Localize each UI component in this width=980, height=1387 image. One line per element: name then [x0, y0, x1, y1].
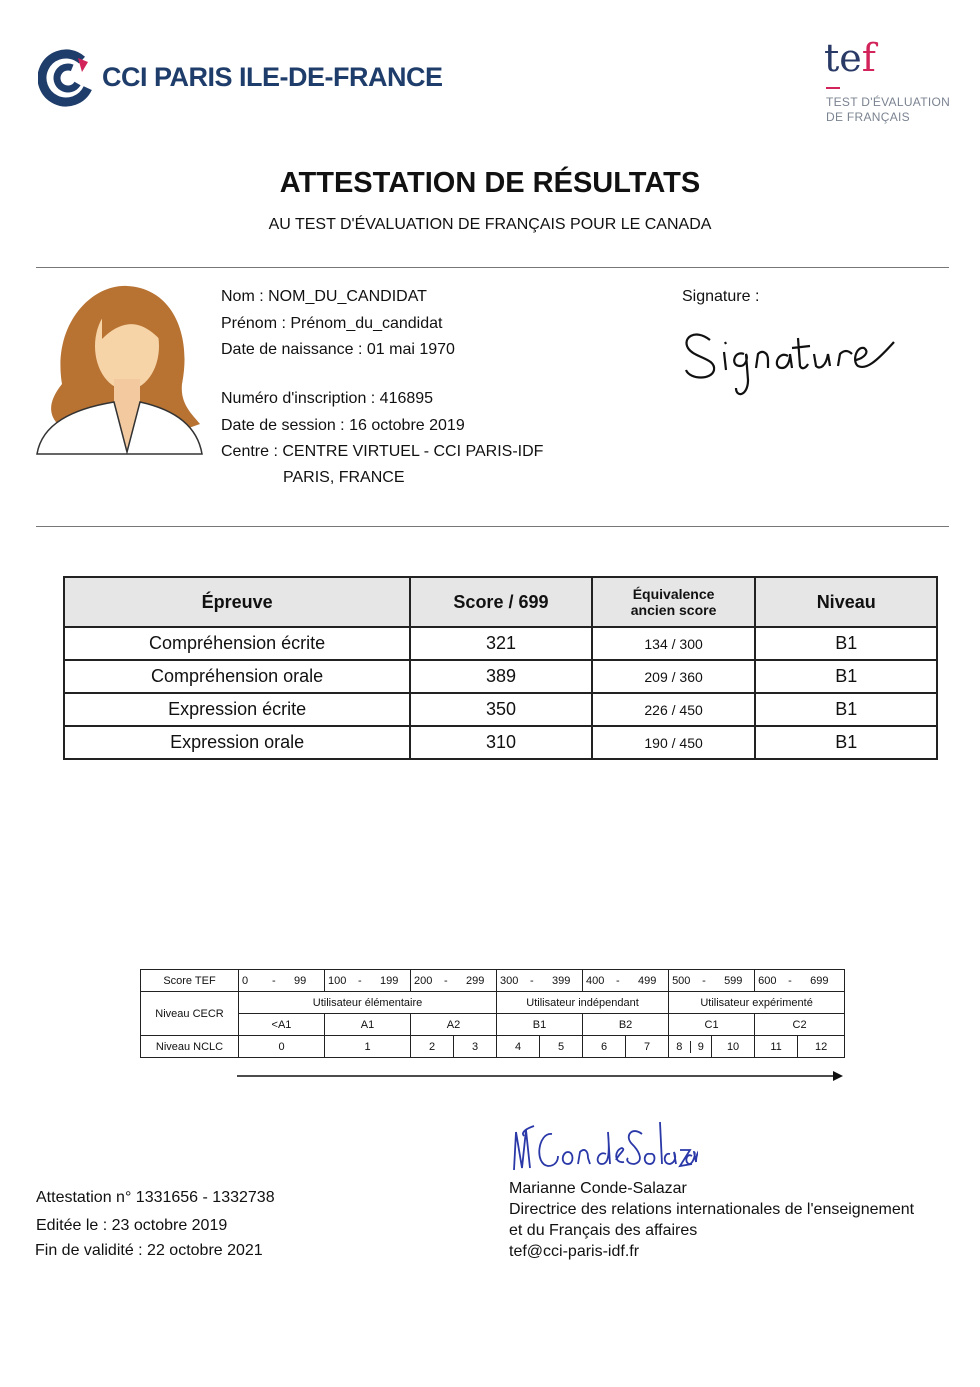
score-range: 0 - 99 [239, 970, 325, 992]
tef-logo: tef [824, 36, 876, 80]
score-range: 200 - 299 [411, 970, 497, 992]
nclc-level: 3 [454, 1036, 497, 1058]
niveau-cell: B1 [755, 627, 937, 660]
nclc-level: 10 [712, 1036, 755, 1058]
cecr-level: B2 [583, 1014, 669, 1036]
document-subtitle: AU TEST D'ÉVALUATION DE FRANÇAIS POUR LE CANADA [268, 216, 712, 233]
signature-label: Signature : [682, 288, 760, 305]
score-tef-label: Score TEF [141, 970, 239, 992]
session-date: Date de session : 16 octobre 2019 [221, 417, 465, 434]
tef-logo-subtitle: TEST D'ÉVALUATION DE FRANÇAIS [826, 95, 951, 124]
nclc-label: Niveau NCLC [141, 1036, 239, 1058]
equivalence-cell: 134 / 300 [592, 627, 756, 660]
score-cell: 310 [410, 726, 592, 759]
equivalence-cell: 209 / 360 [592, 660, 756, 693]
cecr-level: B1 [497, 1014, 583, 1036]
score-range: 100 - 199 [325, 970, 411, 992]
equivalence-cell: 190 / 450 [592, 726, 756, 759]
nclc-level: 11 [755, 1036, 798, 1058]
cecr-label: Niveau CECR [141, 992, 239, 1036]
candidate-registration-number: Numéro d'inscription : 416895 [221, 390, 434, 407]
score-tef-row [141, 970, 845, 992]
epreuve-cell: Compréhension écrite [64, 627, 410, 660]
nclc-level: 6 [583, 1036, 626, 1058]
table-row [64, 693, 937, 726]
results-table [63, 576, 938, 760]
signatory-title-line2: et du Français des affaires [509, 1222, 698, 1239]
score-range: 300 - 399 [497, 970, 583, 992]
issue-date: Editée le : 23 octobre 2019 [36, 1217, 228, 1234]
test-centre-location: PARIS, FRANCE [283, 469, 405, 486]
nclc-level: 7 [626, 1036, 669, 1058]
nclc-level: 12 [798, 1036, 845, 1058]
signatory-name: Marianne Conde-Salazar [509, 1180, 687, 1197]
score-cell: 350 [410, 693, 592, 726]
header-niveau: Niveau [755, 577, 937, 627]
score-range: 600 - 699 [755, 970, 845, 992]
nclc-level: 2 [411, 1036, 454, 1058]
cecr-level: A1 [325, 1014, 411, 1036]
epreuve-cell: Expression orale [64, 726, 410, 759]
user-group: Utilisateur expérimenté [669, 992, 845, 1014]
equivalence-cell: 226 / 450 [592, 693, 756, 726]
header-equivalence: Équivalence ancien score [592, 577, 756, 627]
user-group: Utilisateur indépendant [497, 992, 669, 1014]
nclc-level: 0 [239, 1036, 325, 1058]
score-cell: 321 [410, 627, 592, 660]
divider [36, 526, 949, 527]
document-title: ATTESTATION DE RÉSULTATS [279, 167, 701, 199]
score-cell: 389 [410, 660, 592, 693]
candidate-signature [680, 318, 902, 402]
niveau-cell: B1 [755, 726, 937, 759]
table-row [64, 660, 937, 693]
validity-date: Fin de validité : 22 octobre 2021 [35, 1242, 263, 1259]
cecr-level: <A1 [239, 1014, 325, 1036]
niveau-cell: B1 [755, 660, 937, 693]
candidate-nom: Nom : NOM_DU_CANDIDAT [221, 288, 427, 305]
users-row [141, 992, 845, 1014]
cecr-level: C1 [669, 1014, 755, 1036]
contact-email[interactable]: tef@cci-paris-idf.fr [509, 1243, 640, 1260]
signatory-title-line1: Directrice des relations internationales de l'enseignement [509, 1201, 915, 1218]
divider [36, 267, 949, 268]
user-group: Utilisateur élémentaire [239, 992, 497, 1014]
cecr-level: C2 [755, 1014, 845, 1036]
director-signature [508, 1112, 698, 1178]
nclc-level: 5 [540, 1036, 583, 1058]
candidate-birthdate: Date de naissance : 01 mai 1970 [221, 341, 455, 358]
cecr-row [141, 1014, 845, 1036]
attestation-number: Attestation n° 1331656 - 1332738 [36, 1189, 275, 1206]
score-range: 400 - 499 [583, 970, 669, 992]
nclc-level: 8 9 [669, 1036, 712, 1058]
nclc-row [141, 1036, 845, 1058]
nclc-level: 4 [497, 1036, 540, 1058]
organization-name: CCI PARIS ILE-DE-FRANCE [102, 62, 443, 92]
table-row [64, 726, 937, 759]
candidate-prenom: Prénom : Prénom_du_candidat [221, 315, 443, 332]
person-avatar-icon [32, 284, 206, 458]
progression-arrow-icon [237, 1068, 845, 1084]
cci-logo-icon [38, 48, 98, 108]
test-centre: Centre : CENTRE VIRTUEL - CCI PARIS-IDF [221, 443, 544, 460]
header-epreuve: Épreuve [64, 577, 410, 627]
epreuve-cell: Compréhension orale [64, 660, 410, 693]
cecr-level: A2 [411, 1014, 497, 1036]
epreuve-cell: Expression écrite [64, 693, 410, 726]
results-header-row [64, 577, 937, 627]
level-scale-table [140, 969, 845, 1058]
niveau-cell: B1 [755, 693, 937, 726]
score-range: 500 - 599 [669, 970, 755, 992]
nclc-level: 1 [325, 1036, 411, 1058]
table-row [64, 627, 937, 660]
header-score: Score / 699 [410, 577, 592, 627]
tef-logo-bar [826, 87, 840, 89]
